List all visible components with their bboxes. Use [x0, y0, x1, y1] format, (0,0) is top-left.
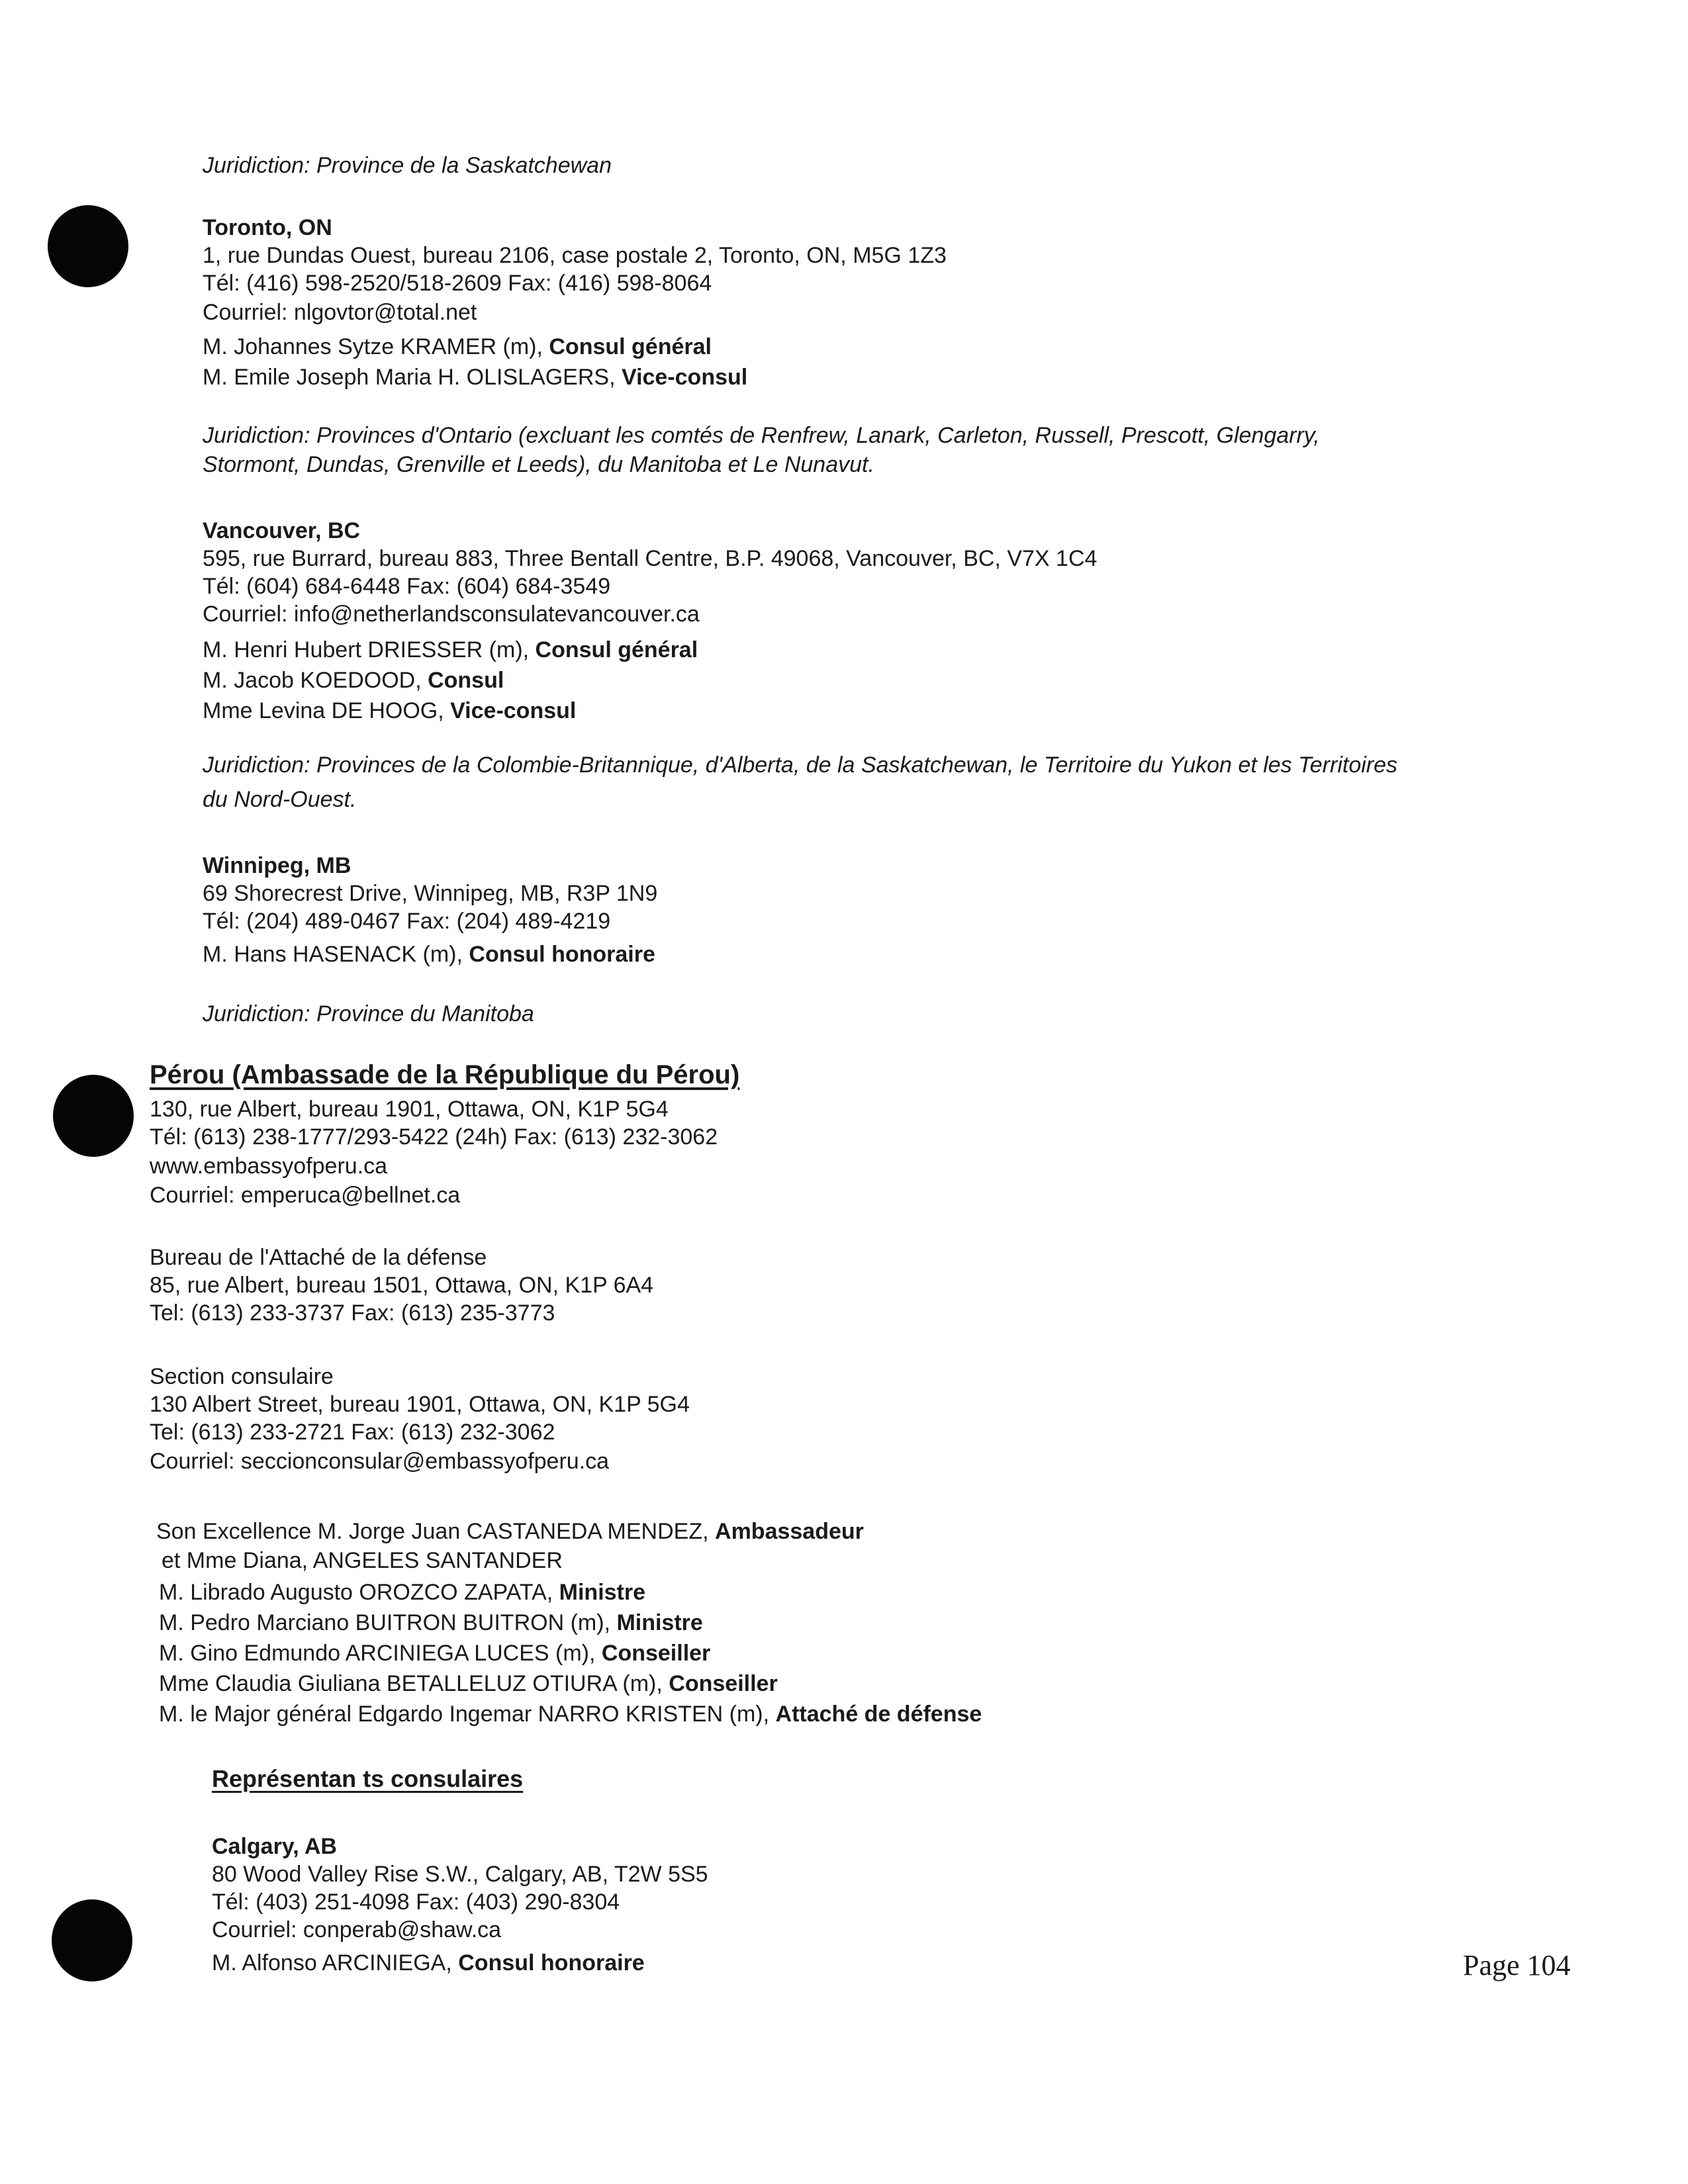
winnipeg-tel: Tél: (204) 489-0467 Fax: (204) 489-4219: [203, 909, 611, 934]
perou-staff-2: M. Librado Augusto OROZCO ZAPATA, Ministre: [159, 1580, 646, 1605]
perou-address: 130, rue Albert, bureau 1901, Ottawa, ON, K1P 5G4: [150, 1097, 669, 1122]
perou-staff-3: M. Pedro Marciano BUITRON BUITRON (m), Ministre: [159, 1610, 703, 1635]
toronto-person-2: M. Emile Joseph Maria H. OLISLAGERS, Vice-consul: [203, 365, 748, 390]
perou-staff-4: M. Gino Edmundo ARCINIEGA LUCES (m), Conseiller: [159, 1641, 711, 1666]
toronto-address: 1, rue Dundas Ouest, bureau 2106, case postale 2, Toronto, ON, M5G 1Z3: [203, 243, 947, 268]
perou-staff-1: Son Excellence M. Jorge Juan CASTANEDA MENDEZ, Ambassadeur: [156, 1519, 864, 1544]
vancouver-tel: Tél: (604) 684-6448 Fax: (604) 684-3549: [203, 574, 611, 599]
punch-hole-middle: [53, 1075, 134, 1157]
winnipeg-person-1: M. Hans HASENACK (m), Consul honoraire: [203, 942, 655, 967]
punch-hole-top: [48, 205, 128, 287]
perou-heading: Pérou (Ambassade de la République du Pérou): [150, 1060, 740, 1089]
punch-hole-bottom: [52, 1899, 132, 1981]
toronto-email: Courriel: nlgovtor@total.net: [203, 300, 477, 325]
calgary-email: Courriel: conperab@shaw.ca: [212, 1917, 502, 1942]
page-number: Page 104: [1463, 1949, 1571, 1981]
vancouver-address: 595, rue Burrard, bureau 883, Three Bentall Centre, B.P. 49068, Vancouver, BC, V7X 1C4: [203, 546, 1098, 571]
perou-defense-address: 85, rue Albert, bureau 1501, Ottawa, ON, K1P 6A4: [150, 1273, 654, 1298]
vancouver-juridiction-1: Juridiction: Provinces de la Colombie-Britannique, d'Alberta, de la Saskatchewan, le Territoire du Yukon et les Territoires: [203, 752, 1398, 778]
vancouver-person-1: M. Henri Hubert DRIESSER (m), Consul général: [203, 637, 698, 662]
perou-staff-6: M. le Major général Edgardo Ingemar NARRO KRISTEN (m), Attaché de défense: [159, 1702, 982, 1727]
calgary-tel: Tél: (403) 251-4098 Fax: (403) 290-8304: [212, 1889, 620, 1915]
winnipeg-address: 69 Shorecrest Drive, Winnipeg, MB, R3P 1N9: [203, 881, 658, 906]
vancouver-person-3: Mme Levina DE HOOG, Vice-consul: [203, 698, 577, 723]
winnipeg-juridiction: Juridiction: Province du Manitoba: [203, 1001, 534, 1026]
perou-website: www.embassyofperu.ca: [150, 1154, 388, 1179]
toronto-city: Toronto, ON: [203, 215, 332, 240]
calgary-person-1: M. Alfonso ARCINIEGA, Consul honoraire: [212, 1950, 645, 1976]
juridiction-saskatchewan: Juridiction: Province de la Saskatchewan: [203, 153, 612, 178]
vancouver-email: Courriel: info@netherlandsconsulatevancouver.ca: [203, 602, 700, 627]
consular-representatives-heading: Représentan ts consulaires: [212, 1765, 524, 1792]
calgary-city: Calgary, AB: [212, 1834, 337, 1859]
perou-email: Courriel: emperuca@bellnet.ca: [150, 1183, 461, 1208]
perou-defense-title: Bureau de l'Attaché de la défense: [150, 1245, 487, 1270]
perou-defense-tel: Tel: (613) 233-3737 Fax: (613) 235-3773: [150, 1300, 555, 1326]
calgary-address: 80 Wood Valley Rise S.W., Calgary, AB, T2W 5S5: [212, 1862, 708, 1887]
toronto-tel: Tél: (416) 598-2520/518-2609 Fax: (416) 598-8064: [203, 271, 712, 296]
perou-consular-title: Section consulaire: [150, 1364, 334, 1389]
winnipeg-city: Winnipeg, MB: [203, 853, 352, 878]
vancouver-city: Vancouver, BC: [203, 518, 361, 543]
perou-staff-5: Mme Claudia Giuliana BETALLELUZ OTIURA (m), Conseiller: [159, 1671, 778, 1696]
perou-consular-email: Courriel: seccionconsular@embassyofperu.ca: [150, 1449, 610, 1474]
vancouver-person-2: M. Jacob KOEDOOD, Consul: [203, 668, 504, 693]
perou-consular-tel: Tel: (613) 233-2721 Fax: (613) 232-3062: [150, 1420, 555, 1445]
toronto-juridiction-1: Juridiction: Provinces d'Ontario (excluant les comtés de Renfrew, Lanark, Carleton, Russell, Prescott, Glengarry,: [203, 423, 1320, 448]
perou-staff-1-spouse: et Mme Diana, ANGELES SANTANDER: [162, 1548, 563, 1573]
perou-tel: Tél: (613) 238-1777/293-5422 (24h) Fax: (613) 232-3062: [150, 1124, 718, 1150]
toronto-person-1: M. Johannes Sytze KRAMER (m), Consul général: [203, 334, 712, 359]
toronto-juridiction-2: Stormont, Dundas, Grenville et Leeds), du Manitoba et Le Nunavut.: [203, 452, 874, 477]
vancouver-juridiction-2: du Nord-Ouest.: [203, 787, 357, 812]
perou-consular-address: 130 Albert Street, bureau 1901, Ottawa, ON, K1P 5G4: [150, 1392, 690, 1417]
